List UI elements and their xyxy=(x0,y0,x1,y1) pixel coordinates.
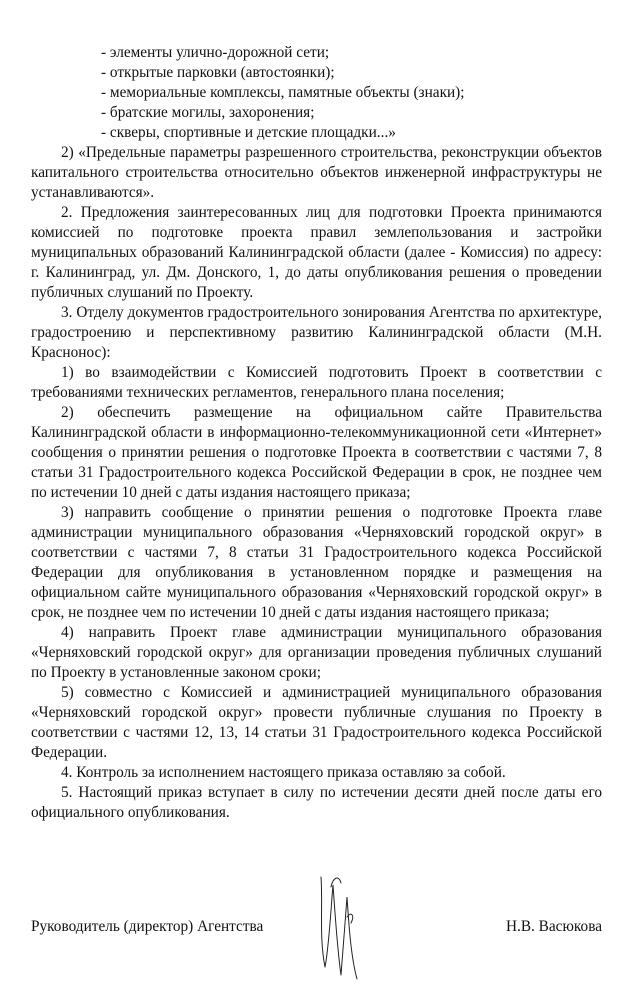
paragraph-limits: 2) «Предельные параметры разрешенного строительства, реконструкции объектов капитального строительства относительно объектов инженерной инфраструктуры не устанавливаются». xyxy=(31,144,602,201)
list-item: - братские могилы, захоронения; xyxy=(101,104,315,121)
paragraph-department: 3. Отделу документов градостроительного зонирования Агентства по архитектуре, градостроению и перспективному развитию Калининградской области (М.Н. Краснонос): xyxy=(31,304,602,361)
signatory-position: Руководитель (директор) Агентства xyxy=(31,918,264,935)
signatory-name: Н.В. Васюкова xyxy=(505,918,602,935)
paragraph-control: 4. Контроль за исполнением настоящего приказа оставляю за собой. xyxy=(61,764,506,781)
list-item: - открытые парковки (автостоянки); xyxy=(101,64,335,81)
paragraph-item-3: 3) направить сообщение о принятии решения о подготовке Проекта главе администрации муниципального образования «Черняховский городской округ» в соответствии с частями 7, 8 статьи 31 Градостроительного кодекса Российской Федерации для опубликования в установленном порядке и размещения на официальном сайте муниципального образования «Черняховский городской округ» в срок, не позднее чем по истечении 10 дней с даты издания настоящего приказа; xyxy=(31,504,602,621)
list-item: - мемориальные комплексы, памятные объекты (знаки); xyxy=(101,84,465,101)
list-item: - скверы, спортивные и детские площадки...» xyxy=(101,124,396,141)
paragraph-item-5: 5) совместно с Комиссией и администрацией муниципального образования «Черняховский городской округ» провести публичные слушания по Проекту в соответствии с частями 12, 13, 14 статьи 31 Градостроительного кодекса Российской Федерации. xyxy=(31,684,602,761)
paragraph-effective: 5. Настоящий приказ вступает в силу по истечении десяти дней после даты его официального опубликования. xyxy=(31,784,602,821)
signature-block xyxy=(31,887,602,1007)
paragraph-proposals: 2. Предложения заинтересованных лиц для подготовки Проекта принимаются комиссией по подготовке проекта правил землепользования и застройки муниципальных образований Калининградской области (далее - Комиссия) по адресу: г. Калининград, ул. Дм. Донского, 1, до даты опубликования решения о проведении публичных слушаний по Проекту. xyxy=(31,204,602,301)
list-item: - элементы улично-дорожной сети; xyxy=(101,44,330,61)
handwritten-signature xyxy=(311,867,371,987)
body-text xyxy=(31,143,602,1007)
list-block xyxy=(101,43,602,143)
paragraph-item-1: 1) во взаимодействии с Комиссией подготовить Проект в соответствии с требованиями технических регламентов, генерального плана поселения; xyxy=(31,364,602,401)
paragraph-item-2: 2) обеспечить размещение на официальном сайте Правительства Калининградской области в информационно-телекоммуникационной сети «Интернет» сообщения о принятии решения о подготовке Проекта в соответствии с частями 7, 8 статьи 31 Градостроительного кодекса Российской Федерации в срок, не позднее чем по истечении 10 дней с даты издания настоящего приказа; xyxy=(31,404,602,501)
paragraph-item-4: 4) направить Проект главе администрации муниципального образования «Черняховский городской округ» для организации проведения публичных слушаний по Проекту в установленные законом сроки; xyxy=(31,624,602,681)
